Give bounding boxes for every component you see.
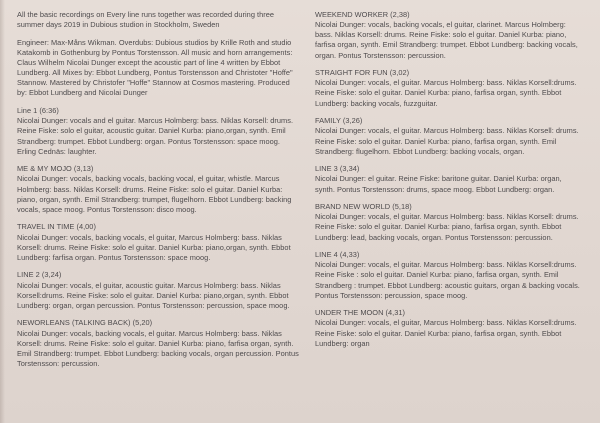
track-block	[17, 270, 299, 311]
track-title: LINE 3 (3,34)	[315, 164, 360, 174]
track-title: FAMILY (3,26)	[315, 116, 363, 126]
track-block	[315, 68, 583, 109]
track-block	[17, 164, 299, 215]
track-title: STRAIGHT FOR FUN (3,02)	[315, 68, 410, 78]
track-credits: Nicolai Dunger: vocals, backing vocals, el guitar. Marcus Holmberg: bass. Niklas Korsell: drums. Reine Fiske: solo el guitar. Daniel Kurba: piano, farfisa organ, synth. Emil Strandberg: trumpet. Ebbot Lundberg: backing vocals, organ percussion. Pontus Torstensson: percussion.	[17, 328, 299, 369]
track-title: Line 1 (6:36)	[17, 106, 59, 116]
track-credits: Nicolai Dunger: vocals, el guitar, Marcus Holmberg: bass. Niklas Korsell:drums. Reine Fiske: solo el guitar. Daniel Kurba: piano, farfisa organ, synth. Ebbot Lundberg: organ	[315, 318, 577, 348]
production-credits: Engineer: Max-Måns Wikman. Overdubs: Dubious studios by Krille Roth and studio Katakomb in Gothenburg by Pontus Torstensson. All music and horn arrangements: Claus Wilhelm Nicolai Dunger except the acoustic part of line 4 written by Ebbot Lundberg. All Mixes by: Ebbot Lundberg, Pontus Torstensson and Christoter "Hoffe" Stannow. Mastered by Christofer "Hoffe" Stannow at Cosmos mastering. Produced by: Ebbot Lundberg and Nicolai Dunger	[17, 37, 293, 98]
track-block	[17, 222, 299, 263]
track-credits: Nicolai Dunger: vocals, el guitar. Marcus Holmberg: bass. Niklas Korsell:drums. Reine Fiske : solo el guitar. Daniel Kurba: piano, farfisa organ, synth. Emil Strandberg : trumpet. Ebbot Lundberg: acoustic guitars, organ & backing vocals. Pontus Torstensson: percussion, space moog.	[315, 260, 580, 300]
track-title: ME & MY MOJO (3,13)	[17, 164, 94, 174]
track-block	[315, 250, 583, 301]
track-title: WEEKEND WORKER (2,38)	[315, 10, 410, 19]
track-credits: Nicolai Dunger: vocals, el guitar, acoustic guitar. Marcus Holmberg: bass. Niklas Korsell:drums. Reine Fiske: solo el guitar. Daniel Kurba: piano,organ, synth. Ebbot Lundberg: organ, organ percussion. Pontus Torstensson: percussion, space moog.	[17, 280, 290, 310]
page-edge-shadow	[0, 0, 5, 423]
track-credits: Nicolai Dunger: vocals, backing vocals, el guitar, clarinet. Marcus Holmberg: bass. Niklas Korsell: drums. Reine Fiske: solo el guitar. Daniel Kurba: piano, farfisa organ, synth. Emil Strandberg: trumpet. Ebbot Lundberg: backing vocals, organ. Pontus Torstensson: percussion.	[315, 20, 578, 60]
track-credits: Nicolai Dunger: vocals, el guitar. Marcus Holmberg: bass. Niklas Korsell: drums. Reine Fiske: solo el guitar. Daniel Kurba: piano, farfisa organ, synth. Emil Strandberg: flugelhorn. Ebbot Lundberg: backing vocals, organ.	[315, 126, 579, 156]
track-block	[17, 318, 299, 369]
track-block	[315, 202, 583, 243]
track-credits: Nicolai Dunger: vocals, backing vocals, backing vocal, el guitar, whistle. Marcus Holmberg: bass. Niklas Korsell: drums. Reine Fiske: solo el guitar. Daniel Kurba: piano, organ, synth. Emil Strandberg: trumpet, flugelhorn. Ebbot Lundberg: backing vocals, space moog. Pontus Torstensson: disco moog.	[17, 174, 292, 214]
right-column	[315, 10, 583, 356]
track-title: LINE 2 (3,24)	[17, 270, 62, 280]
track-block	[17, 106, 299, 157]
track-block	[315, 164, 583, 194]
track-credits: Nicolai Dunger: vocals, backing vocals, el guitar, Marcus Holmberg: bass. Niklas Korsell: drums. Reine Fiske: solo el guitar. Daniel Kurba: piano,organ, synth. Ebbot Lundberg: farfisa organ. Pontus Torstensson: space moog.	[17, 232, 291, 262]
track-title: TRAVEL IN TIME (4,00)	[17, 222, 96, 232]
track-title: UNDER THE MOON (4,31)	[315, 308, 406, 318]
track-block	[315, 116, 583, 157]
track-title: BRAND NEW WORLD (5,18)	[315, 202, 412, 212]
track-credits: Nicolai Dunger: vocals, el guitar. Marcus Holmberg: bass. Niklas Korsell: drums. Reine Fiske: solo el guitar. Daniel Kurba: piano, farfisa organ, synth. Ebbot Lundberg: lead, backing vocals, organ. Pontus Torstensson: percussion.	[315, 212, 579, 242]
track-block	[315, 10, 583, 61]
recording-intro: All the basic recordings on Every line runs together was recorded during three summer days 2019 in Dubious studion in Stockholm, Sweden	[17, 10, 275, 30]
track-credits: Nicolai Dunger: el guitar. Reine Fiske: baritone guitar. Daniel Kurba: organ, synth. Pontus Torstensson: drums, space moog. Ebbot Lundberg: organ.	[315, 174, 562, 194]
track-credits: Nicolai Dunger: vocals and el guitar. Marcus Holmberg: bass. Niklas Korsell: drums. Reine Fiske: solo el guitar, acoustic guitar. Daniel Kurba: piano,organ, synth. Emil Strandberg: trumpet. Ebbot Lundberg: organ. Pontus Torstensson: space moog. Erling Cednäs: laughter.	[17, 116, 294, 156]
track-title: NEWORLEANS (TALKING BACK) (5,20)	[17, 318, 153, 328]
track-block	[315, 308, 583, 349]
left-column	[17, 10, 299, 377]
track-credits: Nicolai Dunger: vocals, el guitar. Marcus Holmberg: bass. Niklas Korsell:drums. Reine Fiske: solo el guitar. Daniel Kurba: piano, farfisa organ, synth. Ebbot Lundberg: backing vocals, fuzzguitar.	[315, 78, 577, 108]
track-title: LINE 4 (4,33)	[315, 250, 360, 260]
